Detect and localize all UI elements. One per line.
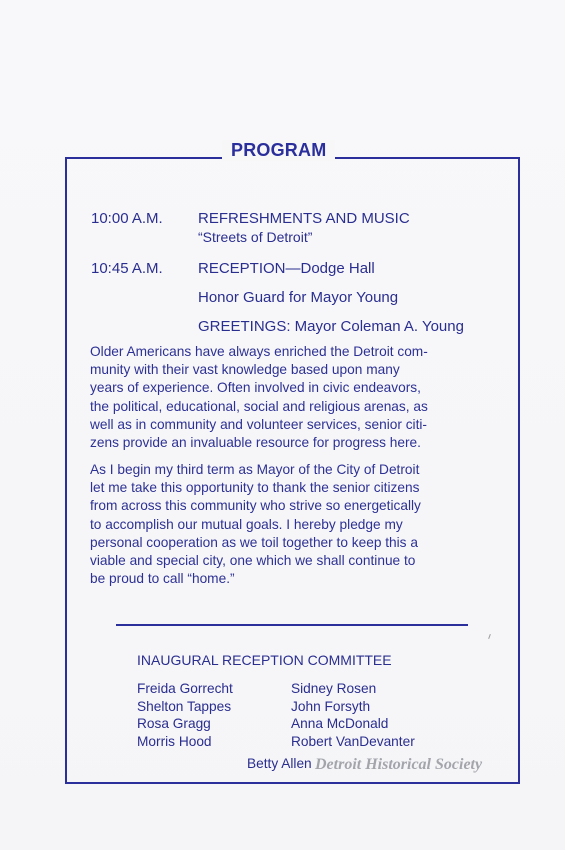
- paragraph-line: As I begin my third term as Mayor of the City of Detroit: [90, 462, 420, 477]
- committee-member-centered: Betty Allen: [247, 756, 312, 771]
- committee-member: John Forsyth: [291, 698, 371, 714]
- committee-member: Sidney Rosen: [291, 681, 377, 696]
- schedule-row-reception: [91, 258, 511, 280]
- paragraph-line: munity with their vast knowledge based upon many: [90, 362, 400, 378]
- program-title: PROGRAM: [231, 140, 327, 160]
- committee-member: Rosa Gragg: [137, 716, 211, 731]
- schedule-time: 10:45 A.M.: [91, 260, 163, 277]
- schedule-time: 10:00 A.M.: [91, 210, 163, 227]
- paragraph-line: years of experience. Often involved in civic endeavors,: [90, 380, 421, 396]
- paragraph-line: Older Americans have always enriched the Detroit com-: [90, 344, 428, 359]
- committee-member: Shelton Tappes: [137, 698, 232, 714]
- schedule-event: GREETINGS: Mayor Coleman A. Young: [198, 318, 464, 335]
- watermark: Detroit Historical Society: [315, 756, 483, 773]
- paragraph-older-americans: [90, 343, 486, 452]
- program-schedule: [91, 208, 511, 338]
- paragraph-line: to accomplish our mutual goals. I hereby pledge my: [90, 516, 403, 532]
- schedule-row-refreshments: [91, 208, 511, 252]
- committee-title: INAUGURAL RECEPTION COMMITTEE: [137, 652, 392, 668]
- committee-right-column: [291, 680, 415, 750]
- committee-left-column: [137, 680, 233, 750]
- paragraph-line: zens provide an invaluable resource for progress here.: [90, 435, 421, 451]
- paragraph-line: the political, educational, social and religious arenas, as: [90, 398, 428, 414]
- paragraph-line: well as in community and volunteer services, senior citi-: [90, 416, 427, 432]
- committee-member: Morris Hood: [137, 733, 212, 749]
- program-title-wrapper: [222, 140, 335, 161]
- committee-member: Anna McDonald: [291, 716, 389, 731]
- schedule-event: REFRESHMENTS AND MUSIC: [198, 210, 410, 227]
- schedule-event: Honor Guard for Mayor Young: [198, 289, 399, 306]
- paragraph-mayor-message: [90, 461, 486, 588]
- schedule-event: RECEPTION—Dodge Hall: [198, 260, 375, 277]
- committee-member: Freida Gorrecht: [137, 681, 233, 696]
- schedule-row-greetings: [91, 316, 511, 338]
- paragraph-line: viable and special city, one which we shall continue to: [90, 553, 416, 569]
- paragraph-line: personal cooperation as we toil together to keep this a: [90, 534, 418, 550]
- schedule-subtext: “Streets of Detroit”: [198, 229, 313, 245]
- paragraph-line: be proud to call “home.”: [90, 571, 235, 587]
- committee-member: Robert VanDevanter: [291, 733, 415, 749]
- paragraph-line: from across this community who strive so energetically: [90, 498, 421, 514]
- schedule-row-honor-guard: [91, 287, 511, 309]
- section-divider: [116, 624, 468, 626]
- paragraph-line: let me take this opportunity to thank the senior citizens: [90, 480, 420, 496]
